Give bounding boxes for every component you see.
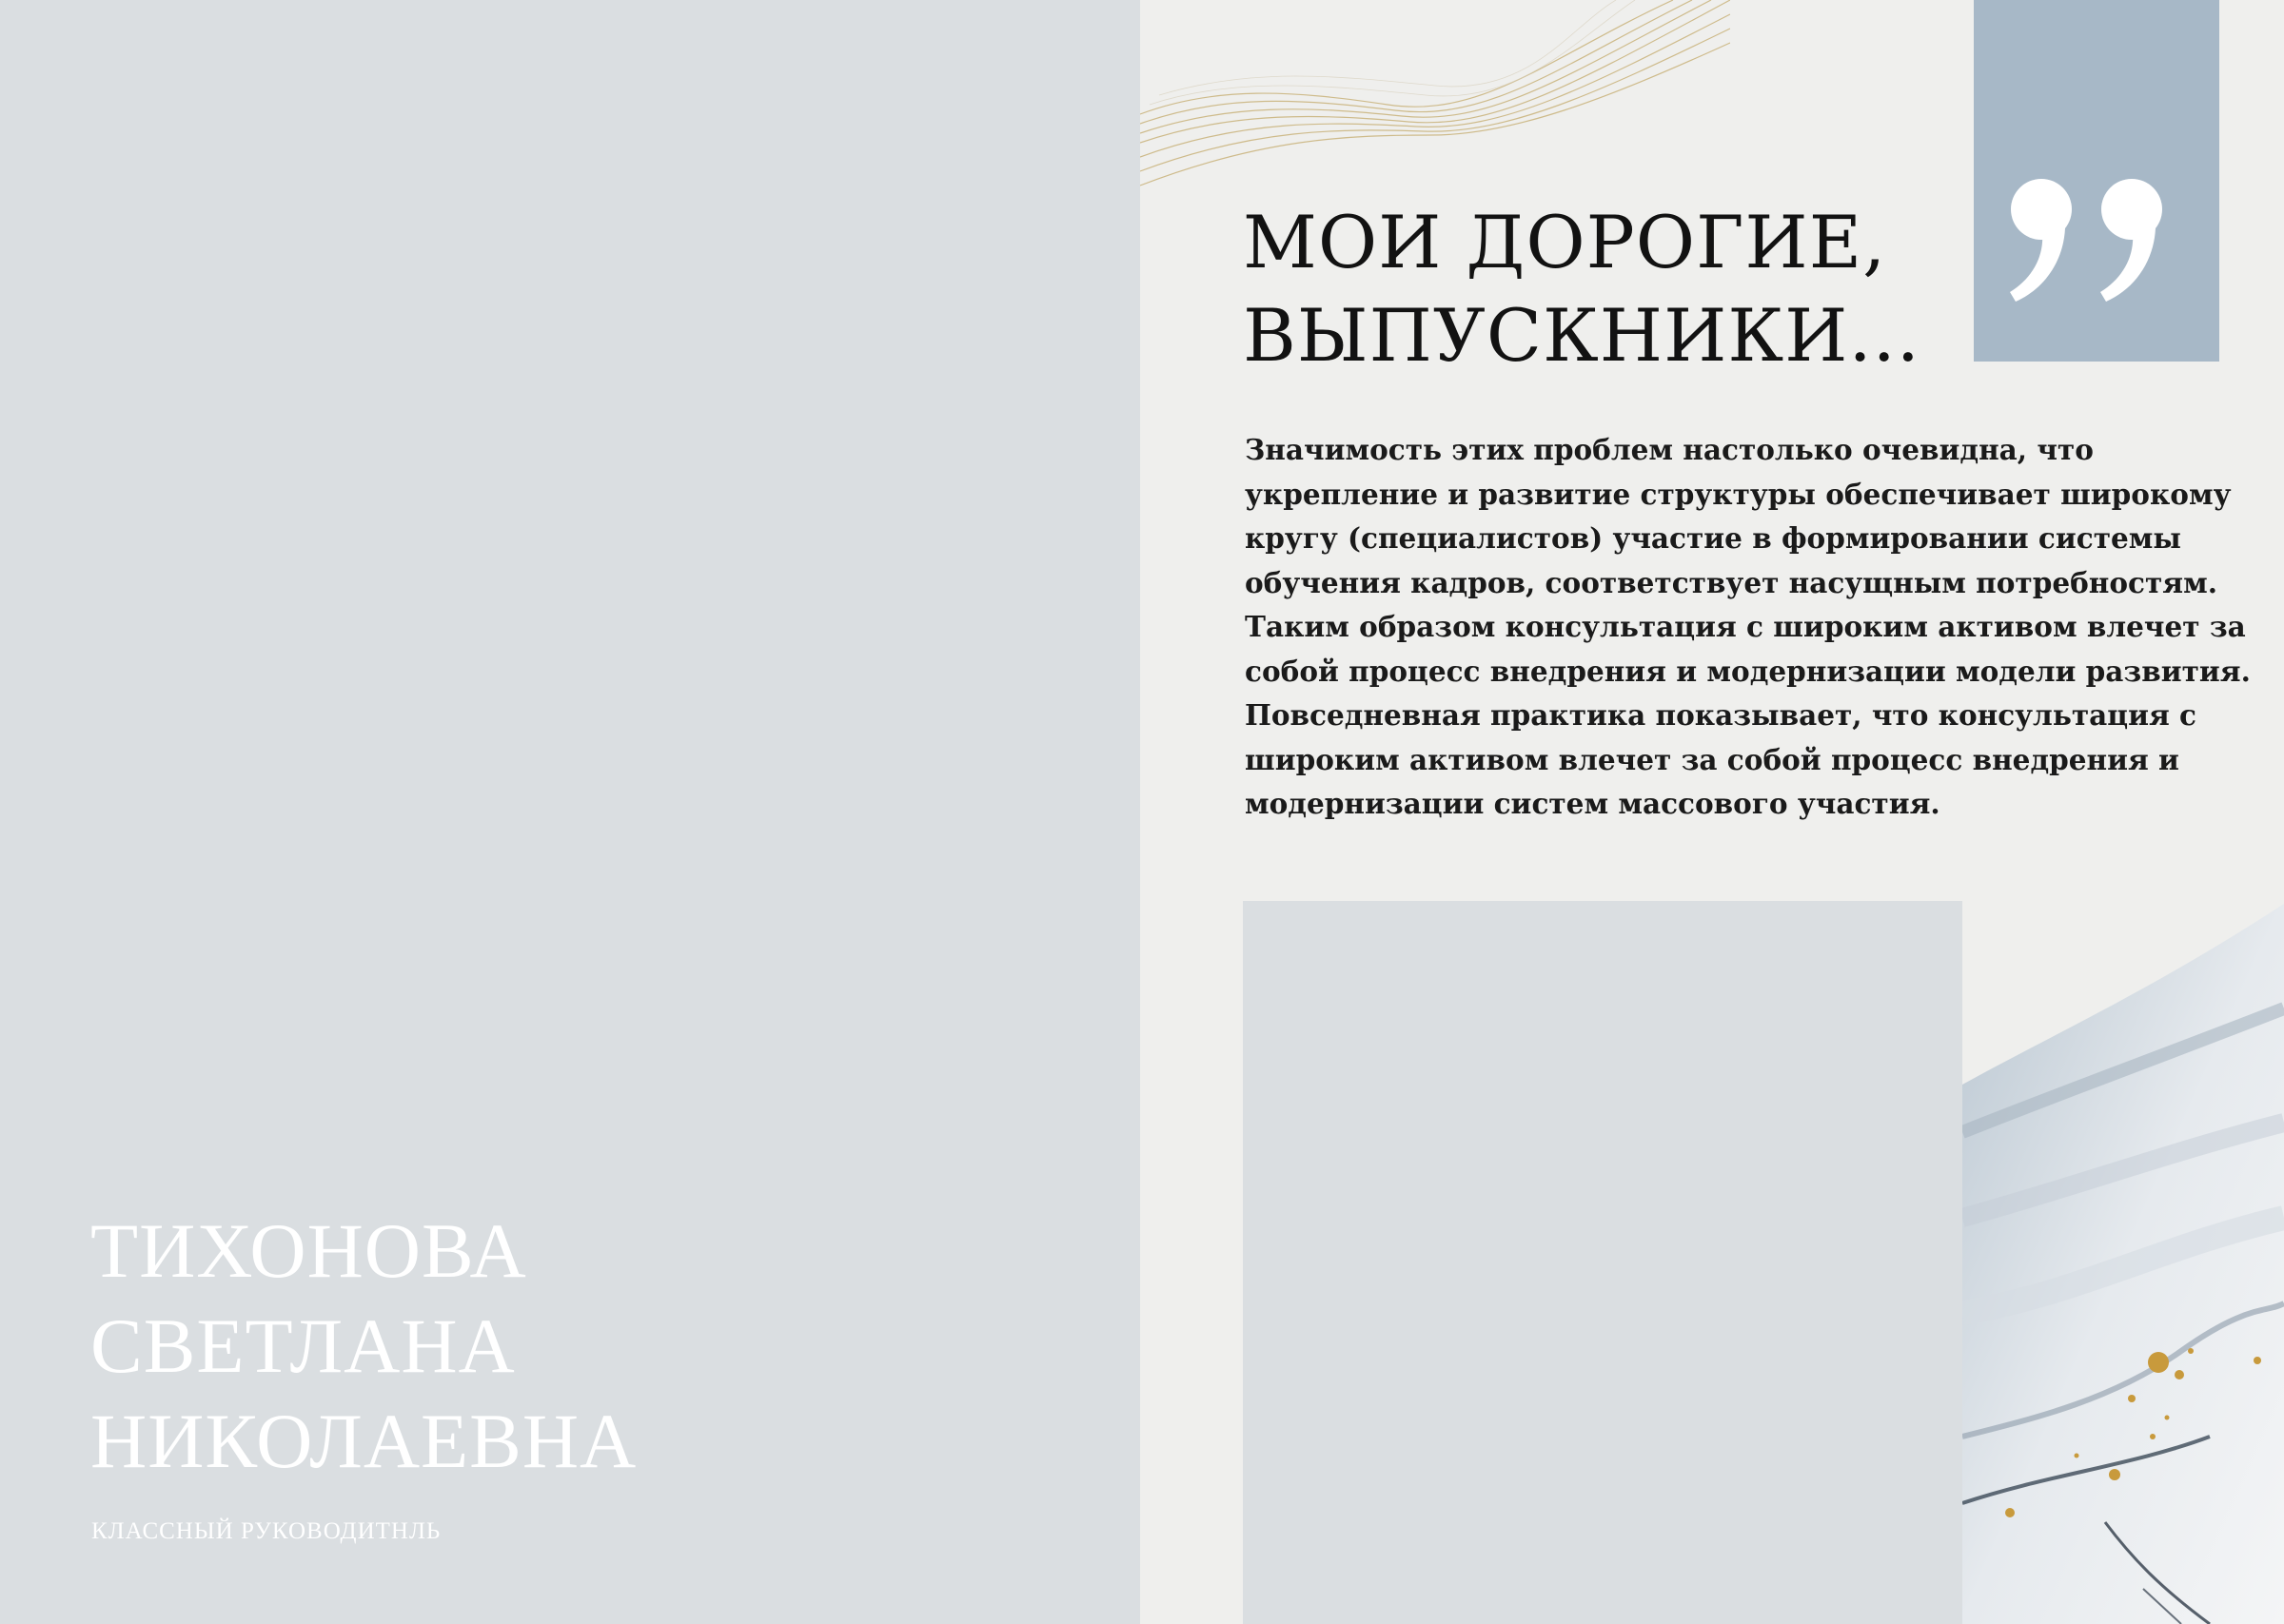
gold-wave-lines — [1140, 0, 1730, 190]
body-line: обучения кадров, соответствует насущным потребностям. — [1245, 565, 2217, 599]
body-line: Повседневная практика показывает, что консультация с — [1245, 698, 2196, 732]
body-line: широким активом влечет за собой процесс внедрения и — [1245, 742, 2179, 776]
body-line: кругу (специалистов) участие в формировании системы — [1245, 521, 2181, 555]
left-photo-panel — [0, 0, 1140, 1624]
teacher-role: КЛАССНЫЙ РУКОВОДИТНЛЬ — [91, 1518, 442, 1544]
photo-placeholder — [1243, 901, 1962, 1624]
name-line-1: ТИХОНОВА — [90, 1207, 527, 1294]
body-line: собой процесс внедрения и модернизации модели развития. — [1245, 654, 2251, 688]
marble-decoration — [1962, 904, 2284, 1624]
body-line: укрепление и развитие структуры обеспечивает широкому — [1245, 477, 2232, 511]
body-line: Значимость этих проблем настолько очевидна, что — [1245, 433, 2094, 466]
body-line: модернизации систем массового участия. — [1245, 787, 1940, 820]
heading-line-2: ВЫПУСКНИКИ... — [1243, 293, 1920, 378]
teacher-name — [90, 1203, 637, 1489]
body-paragraph — [1245, 428, 2251, 827]
heading-line-1: МОИ ДОРОГИЕ, — [1243, 200, 1887, 284]
quote-mark-icon — [2008, 176, 2179, 309]
body-line: Таким образом консультация с широким активом влечет за — [1245, 610, 2246, 643]
page-heading — [1243, 196, 1920, 382]
name-line-2: СВЕТЛАНА — [90, 1302, 516, 1389]
name-line-3: НИКОЛАЕВНА — [90, 1398, 638, 1484]
